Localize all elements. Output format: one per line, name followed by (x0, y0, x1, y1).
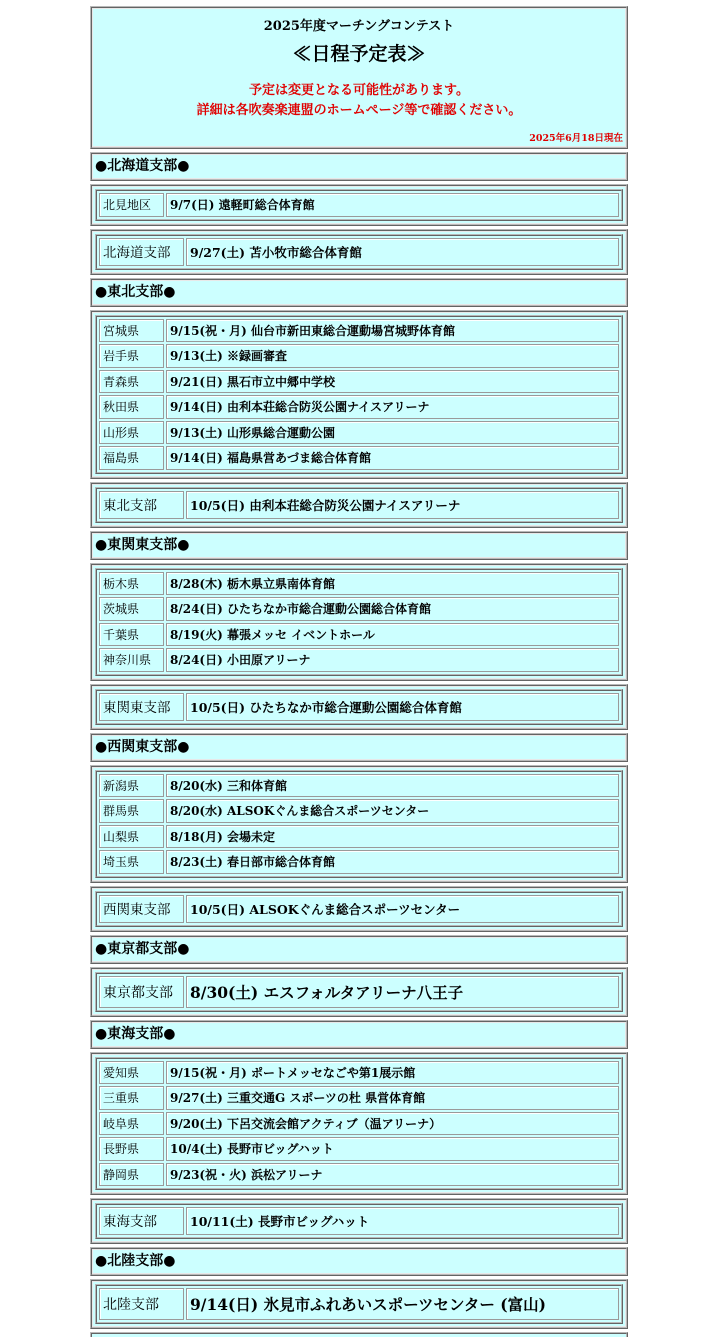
schedule-cell: 8/24(日) 小田原アリーナ (166, 648, 619, 672)
table-block (90, 482, 628, 528)
region-cell: 神奈川県 (99, 648, 164, 672)
table-row (99, 572, 619, 596)
header-panel (90, 6, 628, 149)
section-title: ●北海道支部● (95, 158, 190, 174)
table-row (99, 1163, 619, 1187)
table-row (99, 623, 619, 647)
schedule-cell: 8/30(土) エスフォルタアリーナ八王子 (186, 976, 619, 1008)
table-row (99, 1086, 619, 1110)
table-block (90, 886, 628, 932)
branch-final-table (95, 972, 623, 1012)
prefecture-table (95, 189, 623, 221)
table-row (99, 1112, 619, 1136)
contest-title: 2025年度マーチングコンテスト (263, 19, 455, 34)
section-block (90, 531, 628, 560)
schedule-cell: 10/4(土) 長野市ビッグハット (166, 1137, 619, 1161)
schedule-cell: 9/13(土) 山形県総合運動公園 (166, 421, 619, 445)
table-row (99, 799, 619, 823)
region-cell: 愛知県 (99, 1061, 164, 1085)
region-cell: 東北支部 (99, 491, 184, 519)
schedule-cell: 9/14(日) 由利本荘総合防災公園ナイスアリーナ (166, 395, 619, 419)
region-cell: 新潟県 (99, 774, 164, 798)
notice-text (92, 81, 626, 121)
branch-final-table (95, 689, 623, 725)
as-of-date: 2025年6月18日現在 (529, 133, 623, 144)
section-block (90, 152, 628, 181)
table-block (90, 229, 628, 275)
table-row (99, 395, 619, 419)
schedule-page (90, 6, 628, 1337)
section-block (90, 1020, 628, 1049)
schedule-cell: 9/13(土) ※録画審査 (166, 344, 619, 368)
table-block (90, 563, 628, 681)
branch-final-table (95, 891, 623, 927)
section-block (90, 733, 628, 762)
schedule-cell: 8/24(日) ひたちなか市総合運動公園総合体育館 (166, 597, 619, 621)
region-cell: 東関東支部 (99, 693, 184, 721)
branch-final-table (95, 1203, 623, 1239)
branch-final-table (95, 1284, 623, 1324)
region-cell: 秋田県 (99, 395, 164, 419)
region-cell: 福島県 (99, 446, 164, 470)
region-cell: 三重県 (99, 1086, 164, 1110)
schedule-cell: 10/11(土) 長野市ビッグハット (186, 1207, 619, 1235)
schedule-cell: 9/20(土) 下呂交流会館アクティブ（温アリーナ） (166, 1112, 619, 1136)
section-title: ●東京都支部● (95, 940, 190, 957)
notice-line-2: 詳細は各吹奏楽連盟のホームページ等で確認ください。 (196, 103, 522, 118)
schedule-cell: 9/21(日) 黒石市立中郷中学校 (166, 370, 619, 394)
schedule-cell: 9/15(祝・月) 仙台市新田東総合運動場宮城野体育館 (166, 319, 619, 343)
table-row (99, 976, 619, 1008)
table-row (99, 421, 619, 445)
region-cell: 宮城県 (99, 319, 164, 343)
schedule-cell: 10/5(日) 由利本荘総合防災公園ナイスアリーナ (186, 491, 619, 519)
schedule-cell: 8/23(土) 春日部市総合体育館 (166, 850, 619, 874)
region-cell: 長野県 (99, 1137, 164, 1161)
prefecture-table (95, 1057, 623, 1191)
table-row (99, 319, 619, 343)
table-row (99, 648, 619, 672)
table-row (99, 1061, 619, 1085)
notice-line-1: 予定は変更となる可能性があります。 (249, 83, 469, 98)
section-block (90, 278, 628, 307)
region-cell: 青森県 (99, 370, 164, 394)
branch-final-table (95, 487, 623, 523)
section-title: ●西関東支部● (95, 738, 190, 755)
table-row (99, 850, 619, 874)
region-cell: 北陸支部 (99, 1288, 184, 1320)
region-cell: 群馬県 (99, 799, 164, 823)
table-row (99, 370, 619, 394)
schedule-cell: 8/19(火) 幕張メッセ イベントホール (166, 623, 619, 647)
region-cell: 埼玉県 (99, 850, 164, 874)
region-cell: 西関東支部 (99, 895, 184, 923)
region-cell: 北海道支部 (99, 238, 184, 266)
table-row (99, 491, 619, 519)
region-cell: 山梨県 (99, 825, 164, 849)
table-row (99, 238, 619, 266)
region-cell: 千葉県 (99, 623, 164, 647)
region-cell: 北見地区 (99, 193, 164, 217)
schedule-cell: 9/14(日) 福島県営あづま総合体育館 (166, 446, 619, 470)
region-cell: 栃木県 (99, 572, 164, 596)
section-title: ●東海支部● (95, 1025, 176, 1042)
schedule-cell: 8/20(水) ALSOKぐんま総合スポーツセンター (166, 799, 619, 823)
region-cell: 静岡県 (99, 1163, 164, 1187)
section-title: ●北陸支部● (95, 1253, 176, 1269)
schedule-cell: 8/20(水) 三和体育館 (166, 774, 619, 798)
table-row (99, 1207, 619, 1235)
schedule-cell: 10/5(日) ひたちなか市総合運動公園総合体育館 (186, 693, 619, 721)
table-block (90, 684, 628, 730)
schedule-cell: 9/23(祝・火) 浜松アリーナ (166, 1163, 619, 1187)
table-block (90, 184, 628, 226)
prefecture-table (95, 568, 623, 676)
region-cell: 東京都支部 (99, 976, 184, 1008)
table-row (99, 597, 619, 621)
table-block (90, 1279, 628, 1329)
table-row (99, 895, 619, 923)
schedule-cell: 8/18(月) 会場未定 (166, 825, 619, 849)
section-title: ●東関東支部● (95, 536, 190, 553)
region-cell: 茨城県 (99, 597, 164, 621)
prefecture-table (95, 770, 623, 878)
region-cell: 岩手県 (99, 344, 164, 368)
schedule-cell: 9/15(祝・月) ポートメッセなごや第1展示館 (166, 1061, 619, 1085)
schedule-cell: 9/27(土) 三重交通G スポーツの杜 県営体育館 (166, 1086, 619, 1110)
schedule-cell: 10/5(日) ALSOKぐんま総合スポーツセンター (186, 895, 619, 923)
table-block (90, 1052, 628, 1196)
table-block (90, 310, 628, 479)
schedule-cell: 9/14(日) 氷見市ふれあいスポーツセンター (富山) (186, 1288, 619, 1320)
table-row (99, 1137, 619, 1161)
table-row (99, 774, 619, 798)
table-block (90, 765, 628, 883)
region-cell: 岐阜県 (99, 1112, 164, 1136)
prefecture-table (95, 315, 623, 474)
table-row (99, 693, 619, 721)
table-row (99, 825, 619, 849)
sections-container (90, 152, 628, 1329)
schedule-heading: ≪日程予定表≫ (292, 43, 426, 65)
region-cell: 東海支部 (99, 1207, 184, 1235)
table-row (99, 1288, 619, 1320)
branch-final-table (95, 234, 623, 270)
table-block (90, 1198, 628, 1244)
section-title: ●東北支部● (95, 283, 176, 300)
section-block (90, 935, 628, 964)
section-block (90, 1247, 628, 1276)
schedule-cell: 8/28(木) 栃木県立県南体育館 (166, 572, 619, 596)
schedule-cell: 9/27(土) 苫小牧市総合体育館 (186, 238, 619, 266)
table-row (99, 344, 619, 368)
schedule-cell: 9/7(日) 遠軽町総合体育館 (166, 193, 619, 217)
table-row (99, 193, 619, 217)
next-section-edge (90, 1332, 628, 1337)
table-row (99, 446, 619, 470)
region-cell: 山形県 (99, 421, 164, 445)
table-block (90, 967, 628, 1017)
